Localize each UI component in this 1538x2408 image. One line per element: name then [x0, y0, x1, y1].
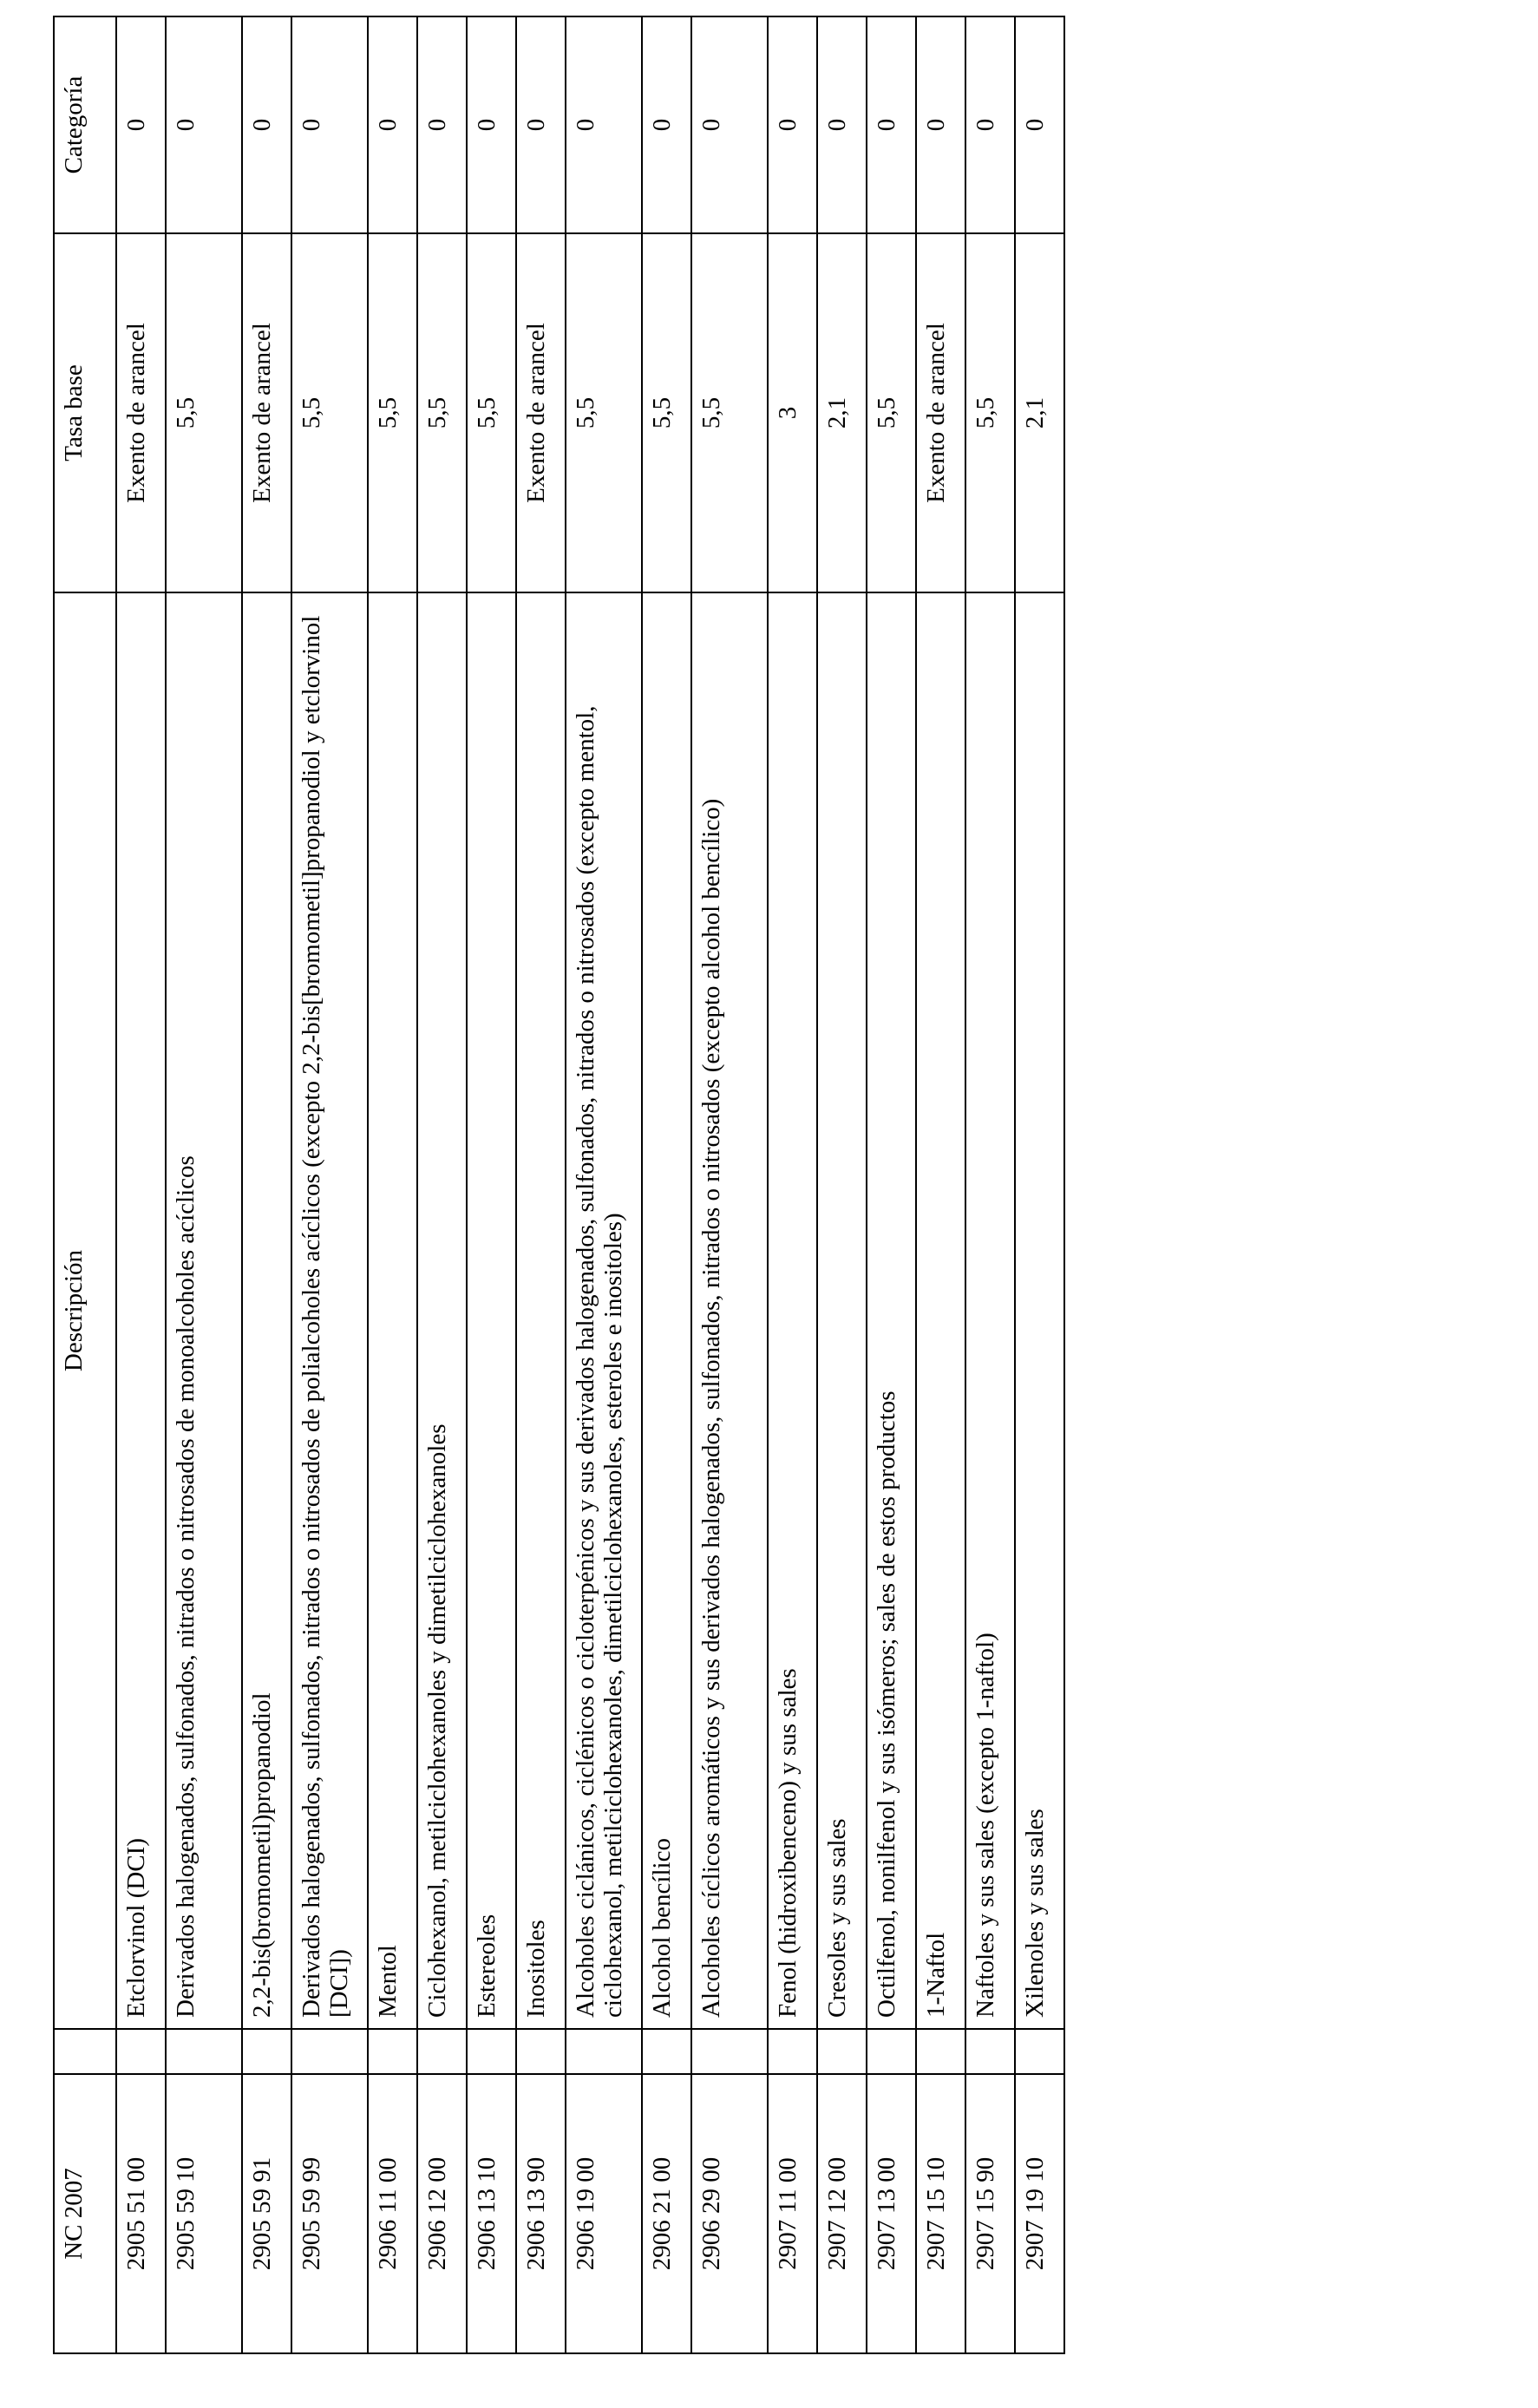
- table-row: [566, 16, 642, 2353]
- header-spacer: [54, 2029, 116, 2074]
- cell-spacer: [166, 2029, 242, 2074]
- cell-spacer: [242, 2029, 291, 2074]
- cell-description: Octilfenol, nonilfenol y sus isómeros; sales de estos productos: [867, 592, 916, 2029]
- cell-categoria: 0: [965, 16, 1015, 233]
- cell-description: Derivados halogenados, sulfonados, nitrados o nitrosados de monoalcoholes acíclicos: [166, 592, 242, 2029]
- cell-tasa-base: 5,5: [965, 233, 1015, 592]
- table-row: [817, 16, 867, 2353]
- cell-description: Cresoles y sus sales: [817, 592, 867, 2029]
- cell-tasa-base: 5,5: [566, 233, 642, 592]
- cell-nc-code: 2906 19 00: [566, 2074, 642, 2353]
- cell-spacer: [768, 2029, 817, 2074]
- header-tasa-base: Tasa base: [54, 233, 116, 592]
- cell-spacer: [691, 2029, 768, 2074]
- cell-description: Fenol (hidroxibenceno) y sus sales: [768, 592, 817, 2029]
- cell-spacer: [566, 2029, 642, 2074]
- cell-description: Alcohol bencílico: [642, 592, 691, 2029]
- cell-spacer: [516, 2029, 566, 2074]
- cell-tasa-base: 5,5: [642, 233, 691, 592]
- cell-spacer: [467, 2029, 516, 2074]
- table-row: [166, 16, 242, 2353]
- cell-tasa-base: 5,5: [467, 233, 516, 592]
- cell-spacer: [116, 2029, 166, 2074]
- cell-categoria: 0: [368, 16, 417, 233]
- table-row: [116, 16, 166, 2353]
- cell-tasa-base: 5,5: [691, 233, 768, 592]
- rotated-table-container: [53, 17, 1090, 2354]
- cell-nc-code: 2905 51 00: [116, 2074, 166, 2353]
- cell-categoria: 0: [166, 16, 242, 233]
- table-row: [642, 16, 691, 2353]
- table-row: [768, 16, 817, 2353]
- tariff-table: [53, 16, 1065, 2354]
- cell-spacer: [817, 2029, 867, 2074]
- cell-categoria: 0: [291, 16, 368, 233]
- cell-nc-code: 2905 59 91: [242, 2074, 291, 2353]
- cell-categoria: 0: [867, 16, 916, 233]
- cell-nc-code: 2905 59 10: [166, 2074, 242, 2353]
- table-row: [291, 16, 368, 2353]
- cell-nc-code: 2907 12 00: [817, 2074, 867, 2353]
- cell-nc-code: 2906 13 10: [467, 2074, 516, 2353]
- table-row: [867, 16, 916, 2353]
- cell-categoria: 0: [516, 16, 566, 233]
- cell-categoria: 0: [916, 16, 965, 233]
- cell-description: Xilenoles y sus sales: [1015, 592, 1064, 2029]
- cell-nc-code: 2907 15 10: [916, 2074, 965, 2353]
- header-description: Descripción: [54, 592, 116, 2029]
- cell-nc-code: 2907 13 00: [867, 2074, 916, 2353]
- cell-description: Estereoles: [467, 592, 516, 2029]
- cell-description: Etclorvinol (DCI): [116, 592, 166, 2029]
- cell-nc-code: 2906 11 00: [368, 2074, 417, 2353]
- cell-tasa-base: Exento de arancel: [516, 233, 566, 592]
- cell-categoria: 0: [417, 16, 467, 233]
- cell-tasa-base: 2,1: [817, 233, 867, 592]
- cell-spacer: [916, 2029, 965, 2074]
- cell-spacer: [642, 2029, 691, 2074]
- cell-tasa-base: 5,5: [867, 233, 916, 592]
- cell-tasa-base: Exento de arancel: [242, 233, 291, 592]
- table-row: [467, 16, 516, 2353]
- cell-nc-code: 2906 21 00: [642, 2074, 691, 2353]
- table-row: [916, 16, 965, 2353]
- cell-tasa-base: 3: [768, 233, 817, 592]
- table-row: [691, 16, 768, 2353]
- cell-tasa-base: Exento de arancel: [116, 233, 166, 592]
- cell-nc-code: 2906 29 00: [691, 2074, 768, 2353]
- cell-tasa-base: 5,5: [166, 233, 242, 592]
- cell-spacer: [291, 2029, 368, 2074]
- cell-tasa-base: Exento de arancel: [916, 233, 965, 592]
- table-header-row: [54, 16, 116, 2353]
- header-nc: NC 2007: [54, 2074, 116, 2353]
- table-row: [965, 16, 1015, 2353]
- cell-categoria: 0: [817, 16, 867, 233]
- cell-categoria: 0: [116, 16, 166, 233]
- table-body: [116, 16, 1064, 2353]
- cell-nc-code: 2907 11 00: [768, 2074, 817, 2353]
- table-row: [1015, 16, 1064, 2353]
- cell-tasa-base: 5,5: [291, 233, 368, 592]
- cell-spacer: [867, 2029, 916, 2074]
- cell-nc-code: 2907 19 10: [1015, 2074, 1064, 2353]
- cell-categoria: 0: [642, 16, 691, 233]
- cell-description: Inositoles: [516, 592, 566, 2029]
- cell-description: Mentol: [368, 592, 417, 2029]
- table-row: [417, 16, 467, 2353]
- cell-categoria: 0: [566, 16, 642, 233]
- cell-categoria: 0: [691, 16, 768, 233]
- cell-description: Ciclohexanol, metilciclohexanoles y dimetilciclohexanoles: [417, 592, 467, 2029]
- header-categoria: Categoría: [54, 16, 116, 233]
- cell-spacer: [965, 2029, 1015, 2074]
- cell-spacer: [417, 2029, 467, 2074]
- cell-nc-code: 2905 59 99: [291, 2074, 368, 2353]
- cell-description: Alcoholes cíclicos aromáticos y sus derivados halogenados, sulfonados, nitrados o nitrosados (excepto alcohol bencílico): [691, 592, 768, 2029]
- cell-nc-code: 2906 12 00: [417, 2074, 467, 2353]
- cell-tasa-base: 2,1: [1015, 233, 1064, 592]
- cell-description: 2,2-bis(bromometil)propanodiol: [242, 592, 291, 2029]
- cell-description: Naftoles y sus sales (excepto 1-naftol): [965, 592, 1015, 2029]
- table-row: [368, 16, 417, 2353]
- cell-categoria: 0: [242, 16, 291, 233]
- cell-categoria: 0: [467, 16, 516, 233]
- cell-description: Alcoholes ciclánicos, ciclénicos o cicloterpénicos y sus derivados halogenados, sulfonados, nitrados o nitrosados (excepto mentol, ciclohexanol, metilciclohexanoles, dimetilciclohexanoles, esteroles e inositoles): [566, 592, 642, 2029]
- cell-tasa-base: 5,5: [417, 233, 467, 592]
- cell-categoria: 0: [1015, 16, 1064, 233]
- cell-tasa-base: 5,5: [368, 233, 417, 592]
- cell-spacer: [368, 2029, 417, 2074]
- cell-spacer: [1015, 2029, 1064, 2074]
- table-row: [516, 16, 566, 2353]
- cell-nc-code: 2907 15 90: [965, 2074, 1015, 2353]
- cell-categoria: 0: [768, 16, 817, 233]
- cell-description: Derivados halogenados, sulfonados, nitrados o nitrosados de polialcoholes acíclicos (excepto 2,2-bis[bromometil]propanodiol y etclorvinol [DCI]): [291, 592, 368, 2029]
- table-row: [242, 16, 291, 2353]
- cell-nc-code: 2906 13 90: [516, 2074, 566, 2353]
- cell-description: 1-Naftol: [916, 592, 965, 2029]
